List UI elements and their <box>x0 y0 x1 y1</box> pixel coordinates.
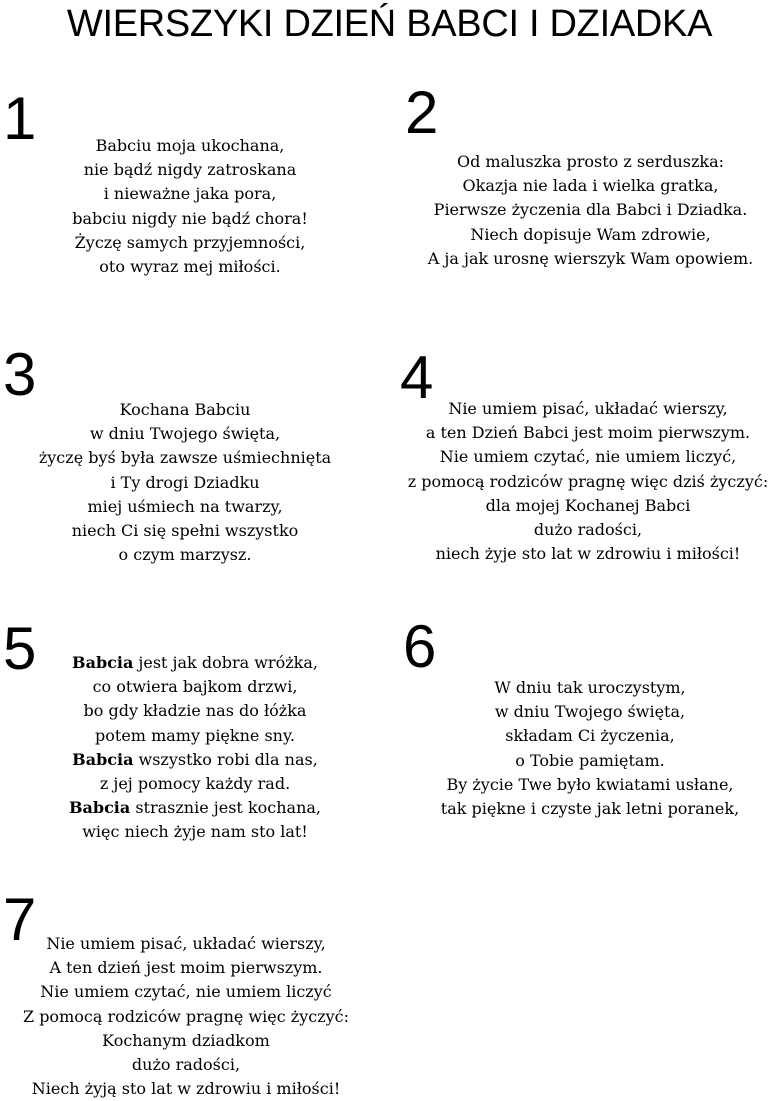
poem-line <box>0 724 390 748</box>
poem-line-text: Od maluszka prosto z serduszka: <box>456 152 725 171</box>
poem-line <box>0 446 370 470</box>
poem-line <box>0 231 380 255</box>
poem-line <box>0 255 380 279</box>
poem-line <box>0 1005 372 1029</box>
poem-line <box>0 207 380 231</box>
poem-line-text: co otwiera bajkom drzwi, <box>92 677 298 697</box>
poem-line-bold: Babcia <box>72 653 134 672</box>
poem-line <box>395 749 779 773</box>
poem-line <box>392 421 779 445</box>
poem-line <box>0 398 370 422</box>
poem-6 <box>395 676 779 821</box>
poem-number: 3 <box>3 341 37 408</box>
poem-line <box>0 932 372 956</box>
poem-line-text: więc niech żyje nam sto lat! <box>82 822 308 842</box>
poem-line <box>392 445 779 469</box>
poem-line-bold: Babcia <box>72 749 134 769</box>
poem-line <box>398 247 779 271</box>
poem-line <box>395 773 779 797</box>
poem-line-bold: Babcia <box>68 798 131 818</box>
poem-line-text: niech żyje sto lat w zdrowiu i miłości! <box>435 544 741 564</box>
poem-line <box>0 471 370 495</box>
poem-line-text: Nie umiem czytać, nie umiem liczyć, <box>439 447 737 467</box>
poem-line-text: Nie umiem czytać, nie umiem liczyć <box>40 982 332 1002</box>
poem-line-text: Niech żyją sto lat w zdrowiu i miłości! <box>31 1079 341 1099</box>
poem-number: 5 <box>3 615 37 682</box>
poem-3 <box>0 398 370 567</box>
poem-line <box>0 158 380 182</box>
poem-line-text: składam Ci życzenia, <box>505 726 675 746</box>
poem-number: 4 <box>400 344 434 411</box>
poem-line-text: Okazja nie lada i wielka gratka, <box>462 176 719 196</box>
poem-line <box>0 182 380 206</box>
poem-line <box>395 676 779 700</box>
poem-line-text: Babciu moja ukochana, <box>95 136 285 155</box>
poem-line-text: By życie Twe było kwiatami usłane, <box>446 774 734 794</box>
poem-line-text: jest jak dobra wróżka, <box>133 653 318 672</box>
poem-line-text: strasznie jest kochana, <box>130 798 321 818</box>
poem-line <box>392 542 779 566</box>
poem-line <box>0 699 390 723</box>
poem-line-text: wszystko robi dla nas, <box>133 749 318 769</box>
poem-line-text: o Tobie pamiętam. <box>515 750 665 770</box>
poem-line-text: oto wyraz mej miłości. <box>99 257 281 277</box>
poem-line <box>0 134 380 158</box>
poem-line-text: miej uśmiech na twarzy, <box>87 496 283 516</box>
poem-line <box>398 174 779 198</box>
page-title: WIERSZYKI DZIEŃ BABCI I DZIADKA <box>66 3 713 45</box>
poem-line-text: Nie umiem pisać, układać wierszy, <box>448 399 728 418</box>
poem-line <box>0 495 370 519</box>
poem-5 <box>0 651 390 845</box>
poem-line <box>0 1029 372 1053</box>
poem-line <box>395 700 779 724</box>
poem-line <box>0 422 370 446</box>
poem-line-text: A ten dzień jest moim pierwszym. <box>49 958 323 978</box>
poem-line-text: dużo radości, <box>533 520 643 540</box>
poem-line-text: i nieważne jaka pora, <box>103 184 277 204</box>
poem-line-text: dla mojej Kochanej Babci <box>485 495 691 515</box>
poem-line-text: z pomocą rodziców pragnę więc dziś życzyć: <box>407 471 769 491</box>
poem-line <box>0 675 390 699</box>
poem-line-text: potem mamy piękne sny. <box>95 725 295 745</box>
poem-line-text: babciu nigdy nie bądź chora! <box>72 208 308 228</box>
poem-line <box>392 518 779 542</box>
poem-line-text: A ja jak urosnę wierszyk Wam opowiem. <box>427 248 754 268</box>
poem-number: 2 <box>405 79 439 146</box>
poem-7 <box>0 932 372 1101</box>
poem-number: 7 <box>3 886 37 953</box>
poem-line-text: niech Ci się spełni wszystko <box>71 521 299 541</box>
poem-line <box>398 223 779 247</box>
poem-line <box>395 797 779 821</box>
poem-line <box>0 772 390 796</box>
poem-line-text: Życzę samych przyjemności, <box>74 232 306 252</box>
poem-number: 1 <box>3 85 37 152</box>
poem-line <box>0 820 390 844</box>
poem-line-text: Pierwsze życzenia dla Babci i Dziadka. <box>433 200 748 220</box>
poem-line <box>0 1077 372 1101</box>
poem-4 <box>392 397 779 566</box>
poem-2 <box>398 150 779 271</box>
poem-line <box>0 651 390 675</box>
poem-number: 6 <box>403 613 437 680</box>
poem-line <box>392 494 779 518</box>
poem-1 <box>0 134 380 279</box>
poem-line-text: W dniu tak uroczystym, <box>494 678 686 697</box>
poem-line <box>392 470 779 494</box>
poem-line-text: nie bądź nigdy zatroskana <box>83 160 297 180</box>
poem-line <box>395 724 779 748</box>
poem-line <box>0 796 390 820</box>
poem-line <box>0 956 372 980</box>
poem-line <box>392 397 779 421</box>
poem-line-text: Kochanym dziadkom <box>102 1030 270 1050</box>
poem-line-text: życzę byś była zawsze uśmiechnięta <box>38 448 332 468</box>
poem-line <box>398 150 779 174</box>
poem-line-text: Niech dopisuje Wam zdrowie, <box>470 224 711 244</box>
poem-line-text: w dniu Twojego święta, <box>494 702 686 722</box>
poem-line <box>0 748 390 772</box>
poem-line-text: bo gdy kładzie nas do łóżka <box>83 701 307 721</box>
poem-line <box>0 980 372 1004</box>
poem-line-text: tak piękne i czyste jak letni poranek, <box>440 799 740 819</box>
poem-line <box>0 519 370 543</box>
poem-line-text: Z pomocą rodziców pragnę więc życzyć: <box>22 1006 350 1026</box>
poem-line <box>0 543 370 567</box>
poem-line <box>398 198 779 222</box>
poem-line-text: i Ty drogi Dziadku <box>110 472 260 492</box>
poem-line-text: w dniu Twojego święta, <box>89 424 281 444</box>
poem-line-text: dużo radości, <box>131 1055 241 1075</box>
poem-line-text: o czym marzysz. <box>118 545 252 565</box>
poem-line <box>0 1053 372 1077</box>
poem-line-text: a ten Dzień Babci jest moim pierwszym. <box>425 423 751 443</box>
poem-line-text: z jej pomocy każdy rad. <box>99 774 291 794</box>
poem-line-text: Kochana Babciu <box>119 400 251 419</box>
poem-line-text: Nie umiem pisać, układać wierszy, <box>46 934 326 953</box>
